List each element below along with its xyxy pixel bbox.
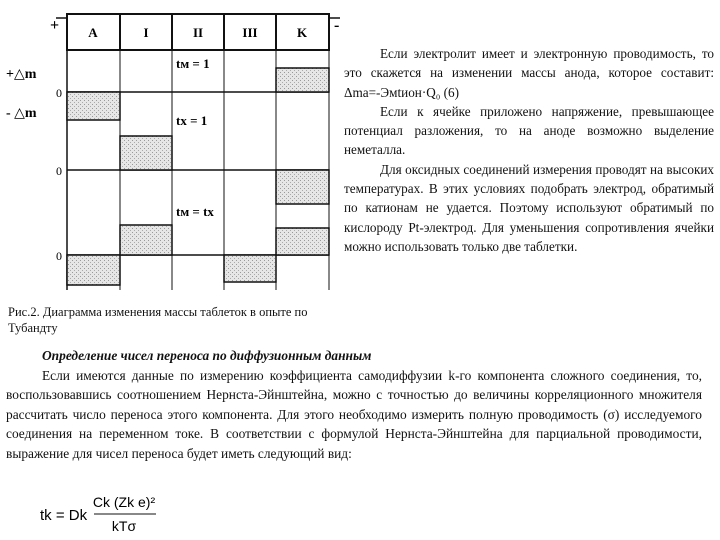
section-title: Определение чисел переноса по диффузионным данным <box>42 348 372 363</box>
header-cell-a: A <box>88 25 98 40</box>
label-tm-1: tм = 1 <box>176 56 210 71</box>
minus-dm-label: - △m <box>6 106 37 121</box>
anode-mass-loss-3 <box>67 255 120 285</box>
cathode-side-loss-3 <box>224 255 276 282</box>
cathode-mass-gain-1 <box>276 68 329 92</box>
formula-denominator: kTσ <box>111 518 137 534</box>
zero-label-3: 0 <box>56 249 62 263</box>
main-paragraph <box>6 366 702 463</box>
main-paragraph-text: Если имеются данные по измерению коэффициента самодиффузии k-го компонента сложного соединения, то, воспользовавшись соотношением Нернста-Эйнштейна, можно с точностью до величины корреляционного множителя рассчитать число переноса этого компонента. Для этого необходимо измерить полную проводимость (σ) исследуемого соединения на переменном токе. В соответствии с формулой Нернста-Эйнштейна для парциальной проводимости, выражение для чисел переноса будет иметь следующий вид: <box>6 368 702 461</box>
right-paragraph-1: Если электролит имеет и электронную проводимость, то это скажется на изменении массы анода, которое составит: Δmа=-Эмtион·Q₀ (6) <box>344 46 714 100</box>
cathode-mass-gain-3 <box>276 228 329 255</box>
nernst-einstein-formula <box>10 490 210 538</box>
right-paragraph-3: Для оксидных соединений измерения проводят на высоких температурах. В этих условиях подобрать электрод, обратимый по катионам не удается. Поэтому используют обратимый по кислороду Pt-электрод. Для уменьшения сопротивления ячейки можно использовать только две таблетки. <box>344 161 714 254</box>
header-cell-i: I <box>143 25 149 40</box>
zero-label-2: 0 <box>56 164 62 178</box>
label-tx-1: tx = 1 <box>176 113 208 128</box>
formula-svg <box>10 490 210 538</box>
anode-side-gain-3 <box>120 225 172 255</box>
minus-terminal: - <box>334 17 340 34</box>
figure-caption: Рис.2. Диаграмма изменения массы таблеток в опыте по Тубандту <box>8 305 308 335</box>
header-cell-ii: II <box>192 25 204 40</box>
zero-label-1: 0 <box>56 86 62 100</box>
right-paragraph-2: Если к ячейке приложено напряжение, превышающее потенциал разложения, то на аноде возможно выделение неметалла. <box>344 103 714 158</box>
formula-lhs: tk = Dk <box>40 507 88 524</box>
header-cell-k: K <box>296 25 308 40</box>
anode-mass-loss-1 <box>67 92 120 120</box>
plus-terminal: + <box>50 17 60 34</box>
label-tm-tx: tм = tx <box>176 204 214 219</box>
right-column-text <box>344 44 714 256</box>
header-cell-iii: III <box>242 25 258 40</box>
plus-dm-label: +△m <box>6 67 37 82</box>
cathode-side-loss-2 <box>276 170 329 204</box>
diagram-svg <box>0 0 340 300</box>
formula-numerator: Ck (Zk e)² <box>92 494 156 510</box>
tubandt-diagram <box>0 0 340 300</box>
anode-side-gain-2 <box>120 136 172 170</box>
